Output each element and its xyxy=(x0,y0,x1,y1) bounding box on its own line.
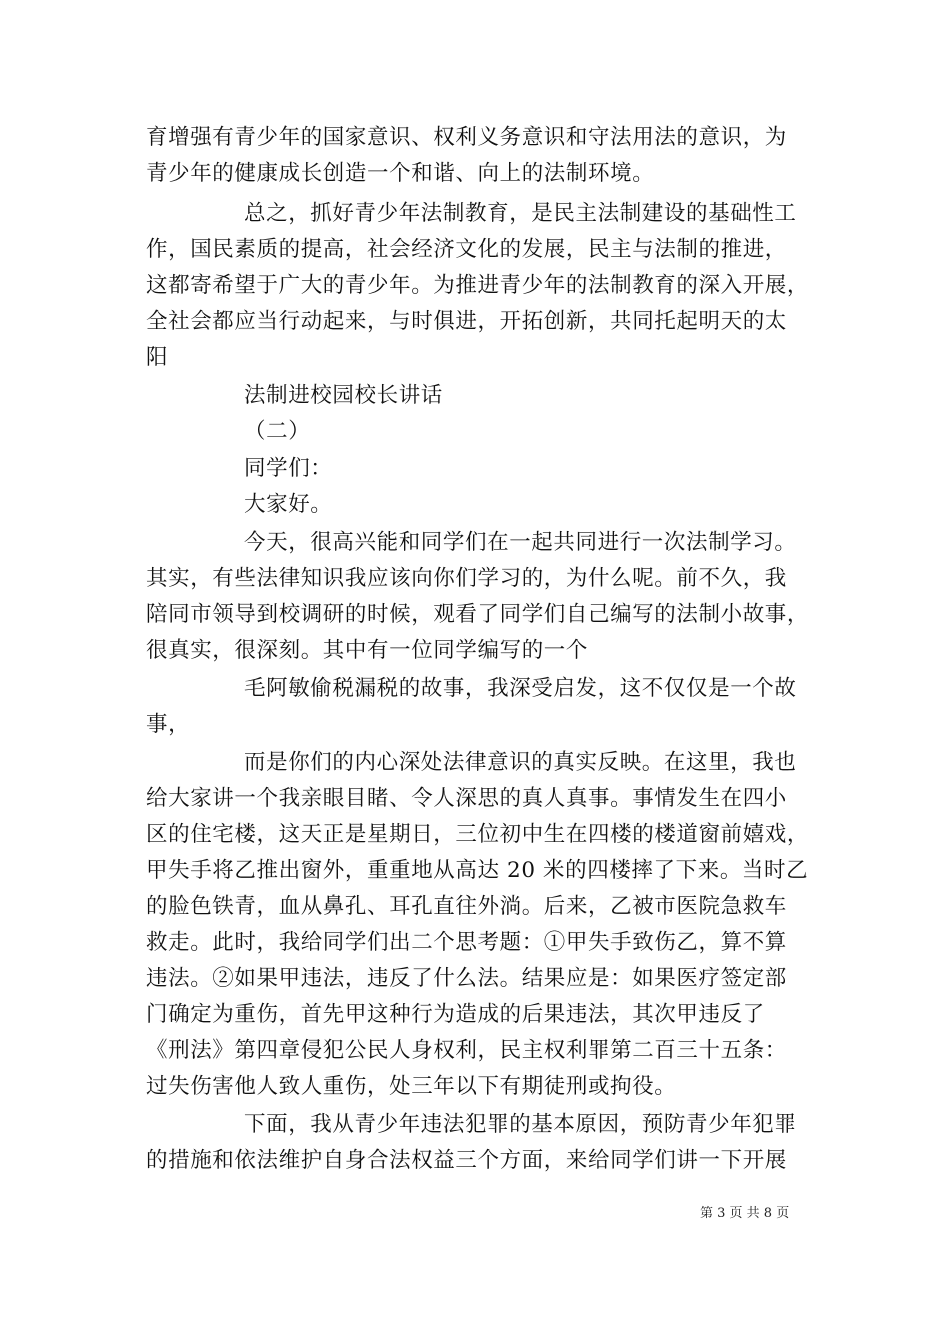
paragraph-line: 区的住宅楼，这天正是星期日，三位初中生在四楼的楼道窗前嬉戏， xyxy=(146,822,810,847)
paragraph-line: 《刑法》第四章侵犯公民人身权利，民主权利罪第二百三十五条： xyxy=(146,1038,787,1063)
paragraph-line: 全社会都应当行动起来，与时俱进，开拓创新，共同托起明天的太 xyxy=(146,309,787,334)
paragraph-line: 青少年的健康成长创造一个和谐、向上的法制环境。 xyxy=(146,161,655,186)
paragraph-line: 事， xyxy=(146,712,191,737)
paragraph-line: 今天，很高兴能和同学们在一起共同进行一次法制学习。 xyxy=(244,530,797,555)
paragraph-line: 毛阿敏偷税漏税的故事，我深受启发，这不仅仅是一个故 xyxy=(244,676,797,701)
paragraph-line: 下面，我从青少年违法犯罪的基本原因，预防青少年犯罪 xyxy=(244,1112,797,1137)
paragraph-line: 违法。②如果甲违法，违反了什么法。结果应是：如果医疗签定部 xyxy=(146,966,787,991)
paragraph-line: 门确定为重伤，首先甲这种行为造成的后果违法，其次甲违反了 xyxy=(146,1002,765,1027)
paragraph-line: 阳 xyxy=(146,345,169,370)
paragraph-line: 给大家讲一个我亲眼目睹、令人深思的真人真事。事情发生在四小 xyxy=(146,786,787,811)
paragraph-line: 育增强有青少年的国家意识、权利义务意识和守法用法的意识，为 xyxy=(146,125,787,150)
paragraph-line: 其实，有些法律知识我应该向你们学习的，为什么呢。前不久，我 xyxy=(146,566,787,591)
page-number: 第 3 页 共 8 页 xyxy=(700,1206,790,1221)
paragraph-line: 甲失手将乙推出窗外，重重地从高达 20 米的四楼摔了下来。当时乙 xyxy=(146,858,809,883)
paragraph-line: 救走。此时，我给同学们出二个思考题：①甲失手致伤乙，算不算 xyxy=(146,930,787,955)
paragraph-line: 而是你们的内心深处法律意识的真实反映。在这里，我也 xyxy=(244,750,797,775)
paragraph-line: 过失伤害他人致人重伤，处三年以下有期徒刑或拘役。 xyxy=(146,1074,677,1099)
salutation: 同学们： xyxy=(244,456,333,481)
section-title: 法制进校园校长讲话 xyxy=(244,383,443,408)
paragraph-line: 陪同市领导到校调研的时候，观看了同学们自己编写的法制小故事， xyxy=(146,602,810,627)
paragraph-line: 作，国民素质的提高，社会经济文化的发展，民主与法制的推进， xyxy=(146,237,787,262)
paragraph-line: 这都寄希望于广大的青少年。为推进青少年的法制教育的深入开展， xyxy=(146,273,810,298)
greeting: 大家好。 xyxy=(244,492,333,517)
section-number: （二） xyxy=(244,419,311,444)
paragraph-line: 的脸色铁青，血从鼻孔、耳孔直往外淌。后来，乙被市医院急救车 xyxy=(146,894,787,919)
paragraph-line: 很真实，很深刻。其中有一位同学编写的一个 xyxy=(146,638,589,663)
paragraph-line: 的措施和依法维护自身合法权益三个方面，来给同学们讲一下开展 xyxy=(146,1148,787,1173)
paragraph-line: 总之，抓好青少年法制教育，是民主法制建设的基础性工 xyxy=(244,201,797,226)
